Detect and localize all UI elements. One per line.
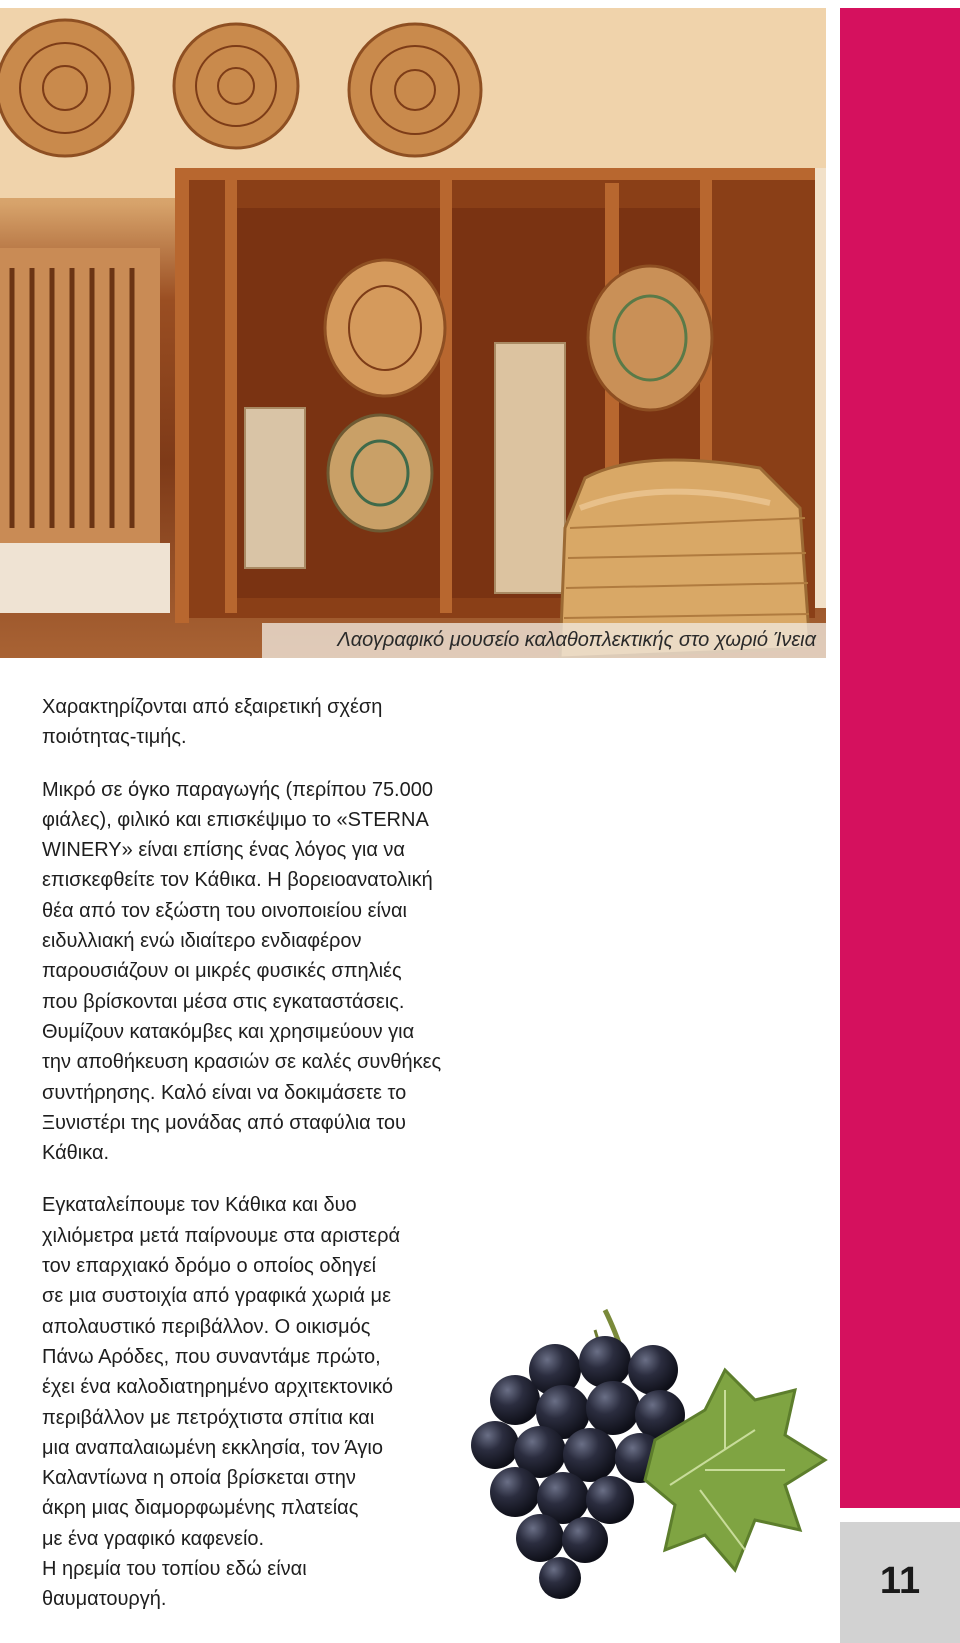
page-number: 11	[879, 1560, 921, 1602]
text-line: Χαρακτηρίζονται από εξαιρετική σχέση	[42, 696, 383, 718]
paragraph-villages	[42, 1190, 502, 1614]
text-line: Κάθικα.	[42, 1142, 110, 1165]
body-text	[42, 692, 502, 1637]
text-line: σε μια συστοιχία από γραφικά χωριά με	[42, 1285, 391, 1308]
text-line: χιλιόμετρα μετά παίρνουμε στα αριστερά	[42, 1224, 401, 1247]
text-line: WINERY» είναι επίσης ένας λόγος για να	[42, 839, 405, 862]
text-line: περιβάλλον με πετρόχτιστα σπίτια και	[42, 1406, 375, 1429]
accent-side-bar	[840, 8, 960, 1508]
text-line: απολαυστικό περιβάλλον. Ο οικισμός	[42, 1315, 371, 1338]
photo-caption-band	[262, 623, 826, 658]
text-line: Ξυνιστέρι της μονάδας από σταφύλια του	[42, 1111, 406, 1134]
text-line: θαυματουργή.	[42, 1588, 167, 1611]
text-line: την αποθήκευση κρασιών σε καλές συνθήκες	[42, 1051, 442, 1074]
text-line: που βρίσκονται μέσα στις εγκαταστάσεις.	[42, 990, 405, 1013]
text-line: Η ηρεμία του τοπίου εδώ είναι	[42, 1558, 307, 1581]
grapes-image	[455, 1300, 835, 1630]
text-line: άκρη μιας διαμορφωμένης πλατείας	[42, 1497, 359, 1520]
text-line: Θυμίζουν κατακόμβες και χρησιμεύουν για	[42, 1020, 415, 1043]
text-line: μια αναπαλαιωμένη εκκλησία, τον Άγιο	[42, 1436, 383, 1459]
text-line: παρουσιάζουν οι μικρές φυσικές σπηλιές	[42, 960, 402, 983]
text-line: φιάλες), φιλικό και επισκέψιμο το «STERNA	[42, 808, 429, 831]
text-line: με ένα γραφικό καφενείο.	[42, 1527, 265, 1550]
text-line: επισκεφθείτε τον Κάθικα. Η βορειοανατολική	[42, 869, 433, 892]
page-number-box	[840, 1522, 960, 1643]
text-line: Καλαντίωνα η οποία βρίσκεται στην	[42, 1467, 356, 1490]
museum-photo	[0, 8, 826, 658]
text-line: τον επαρχιακό δρόμο ο οποίος οδηγεί	[42, 1255, 377, 1278]
paragraph-intro	[42, 692, 502, 753]
text-line: ειδυλλιακή ενώ ιδιαίτερο ενδιαφέρον	[42, 930, 362, 953]
text-line: έχει ένα καλοδιατηρημένο αρχιτεκτονικό	[42, 1376, 394, 1399]
text-line: Εγκαταλείπουμε τον Κάθικα και δυο	[42, 1194, 357, 1217]
text-line: θέα από τον εξώστη του οινοποιείου είναι	[42, 899, 407, 922]
text-line: ποιότητας-τιμής.	[42, 726, 187, 749]
text-line: συντήρησης. Καλό είναι να δοκιμάσετε το	[42, 1081, 407, 1104]
text-line: Πάνω Αρόδες, που συναντάμε πρώτο,	[42, 1345, 381, 1368]
museum-photo-illustration	[0, 8, 826, 658]
photo-caption: Λαογραφικό μουσείο καλαθοπλεκτικής στο χωριό Ίνεια	[337, 629, 816, 651]
paragraph-winery	[42, 775, 502, 1169]
text-line: Μικρό σε όγκο παραγωγής (περίπου 75.000	[42, 778, 433, 801]
